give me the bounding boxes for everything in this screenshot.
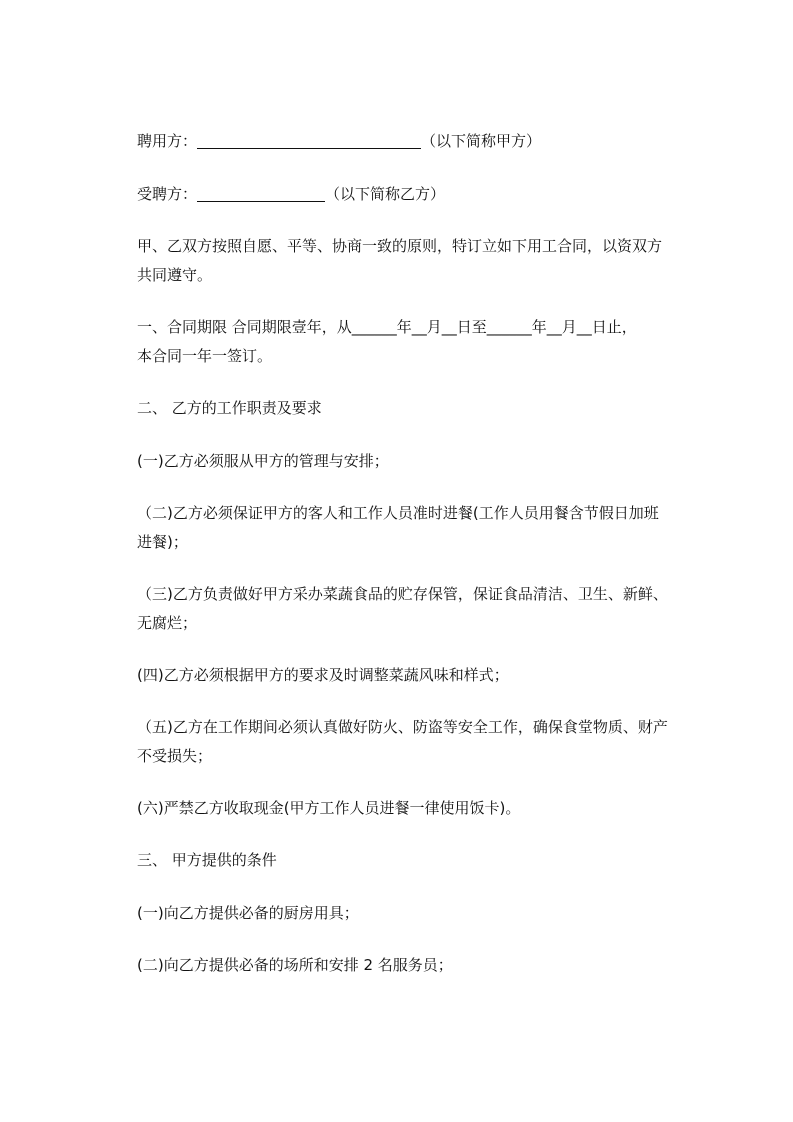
employer-line bbox=[137, 127, 541, 155]
section3-item-2: (二)向乙方提供必备的场所和安排 2 名服务员； bbox=[137, 956, 453, 974]
section2-item-1: (一)乙方必须服从甲方的管理与安排； bbox=[137, 452, 389, 470]
intro-line-1: 甲、乙双方按照自愿、平等、协商一致的原则，特订立如下用工合同，以资双方 bbox=[137, 237, 663, 255]
section2-heading: 二、 乙方的工作职责及要求 bbox=[137, 399, 322, 417]
section3-heading: 三、 甲方提供的条件 bbox=[137, 851, 277, 869]
section2-item-6: (六)严禁乙方收取现金(甲方工作人员进餐一律使用饭卡)。 bbox=[137, 799, 521, 817]
section3-item-1: (一)向乙方提供必备的厨房用具； bbox=[137, 904, 359, 922]
section2-item-2-line-2: 进餐)； bbox=[137, 533, 188, 551]
section2-item-5-line-2: 不受损失； bbox=[137, 747, 213, 765]
section1-line-2: 本合同一年一签订。 bbox=[137, 347, 273, 365]
section1-line-1: 一、合同期限 合同期限壹年，从______年__月__日至______年__月__日止， bbox=[137, 318, 637, 336]
employee-label: 受聘方： bbox=[137, 185, 198, 203]
employee-line bbox=[137, 180, 445, 208]
section2-item-5-line-1: （五)乙方在工作期间必须认真做好防火、防盗等安全工作，确保食堂物质、财产 bbox=[137, 718, 668, 736]
employee-note: （以下简称乙方） bbox=[325, 185, 446, 203]
employer-label: 聘用方： bbox=[137, 132, 198, 150]
section2-item-3-line-2: 无腐烂； bbox=[137, 614, 198, 632]
employer-blank[interactable] bbox=[197, 130, 421, 149]
intro-line-2: 共同遵守。 bbox=[137, 266, 213, 284]
employee-blank[interactable] bbox=[197, 183, 325, 202]
section2-item-2-line-1: （二)乙方必须保证甲方的客人和工作人员准时进餐(工作人员用餐含节假日加班 bbox=[137, 504, 659, 522]
employer-note: （以下简称甲方） bbox=[421, 132, 542, 150]
section2-item-3-line-1: （三)乙方负责做好甲方采办菜蔬食品的贮存保管，保证食品清洁、卫生、新鲜、 bbox=[137, 585, 668, 603]
section2-item-4: (四)乙方必须根据甲方的要求及时调整菜蔬风味和样式； bbox=[137, 666, 509, 684]
